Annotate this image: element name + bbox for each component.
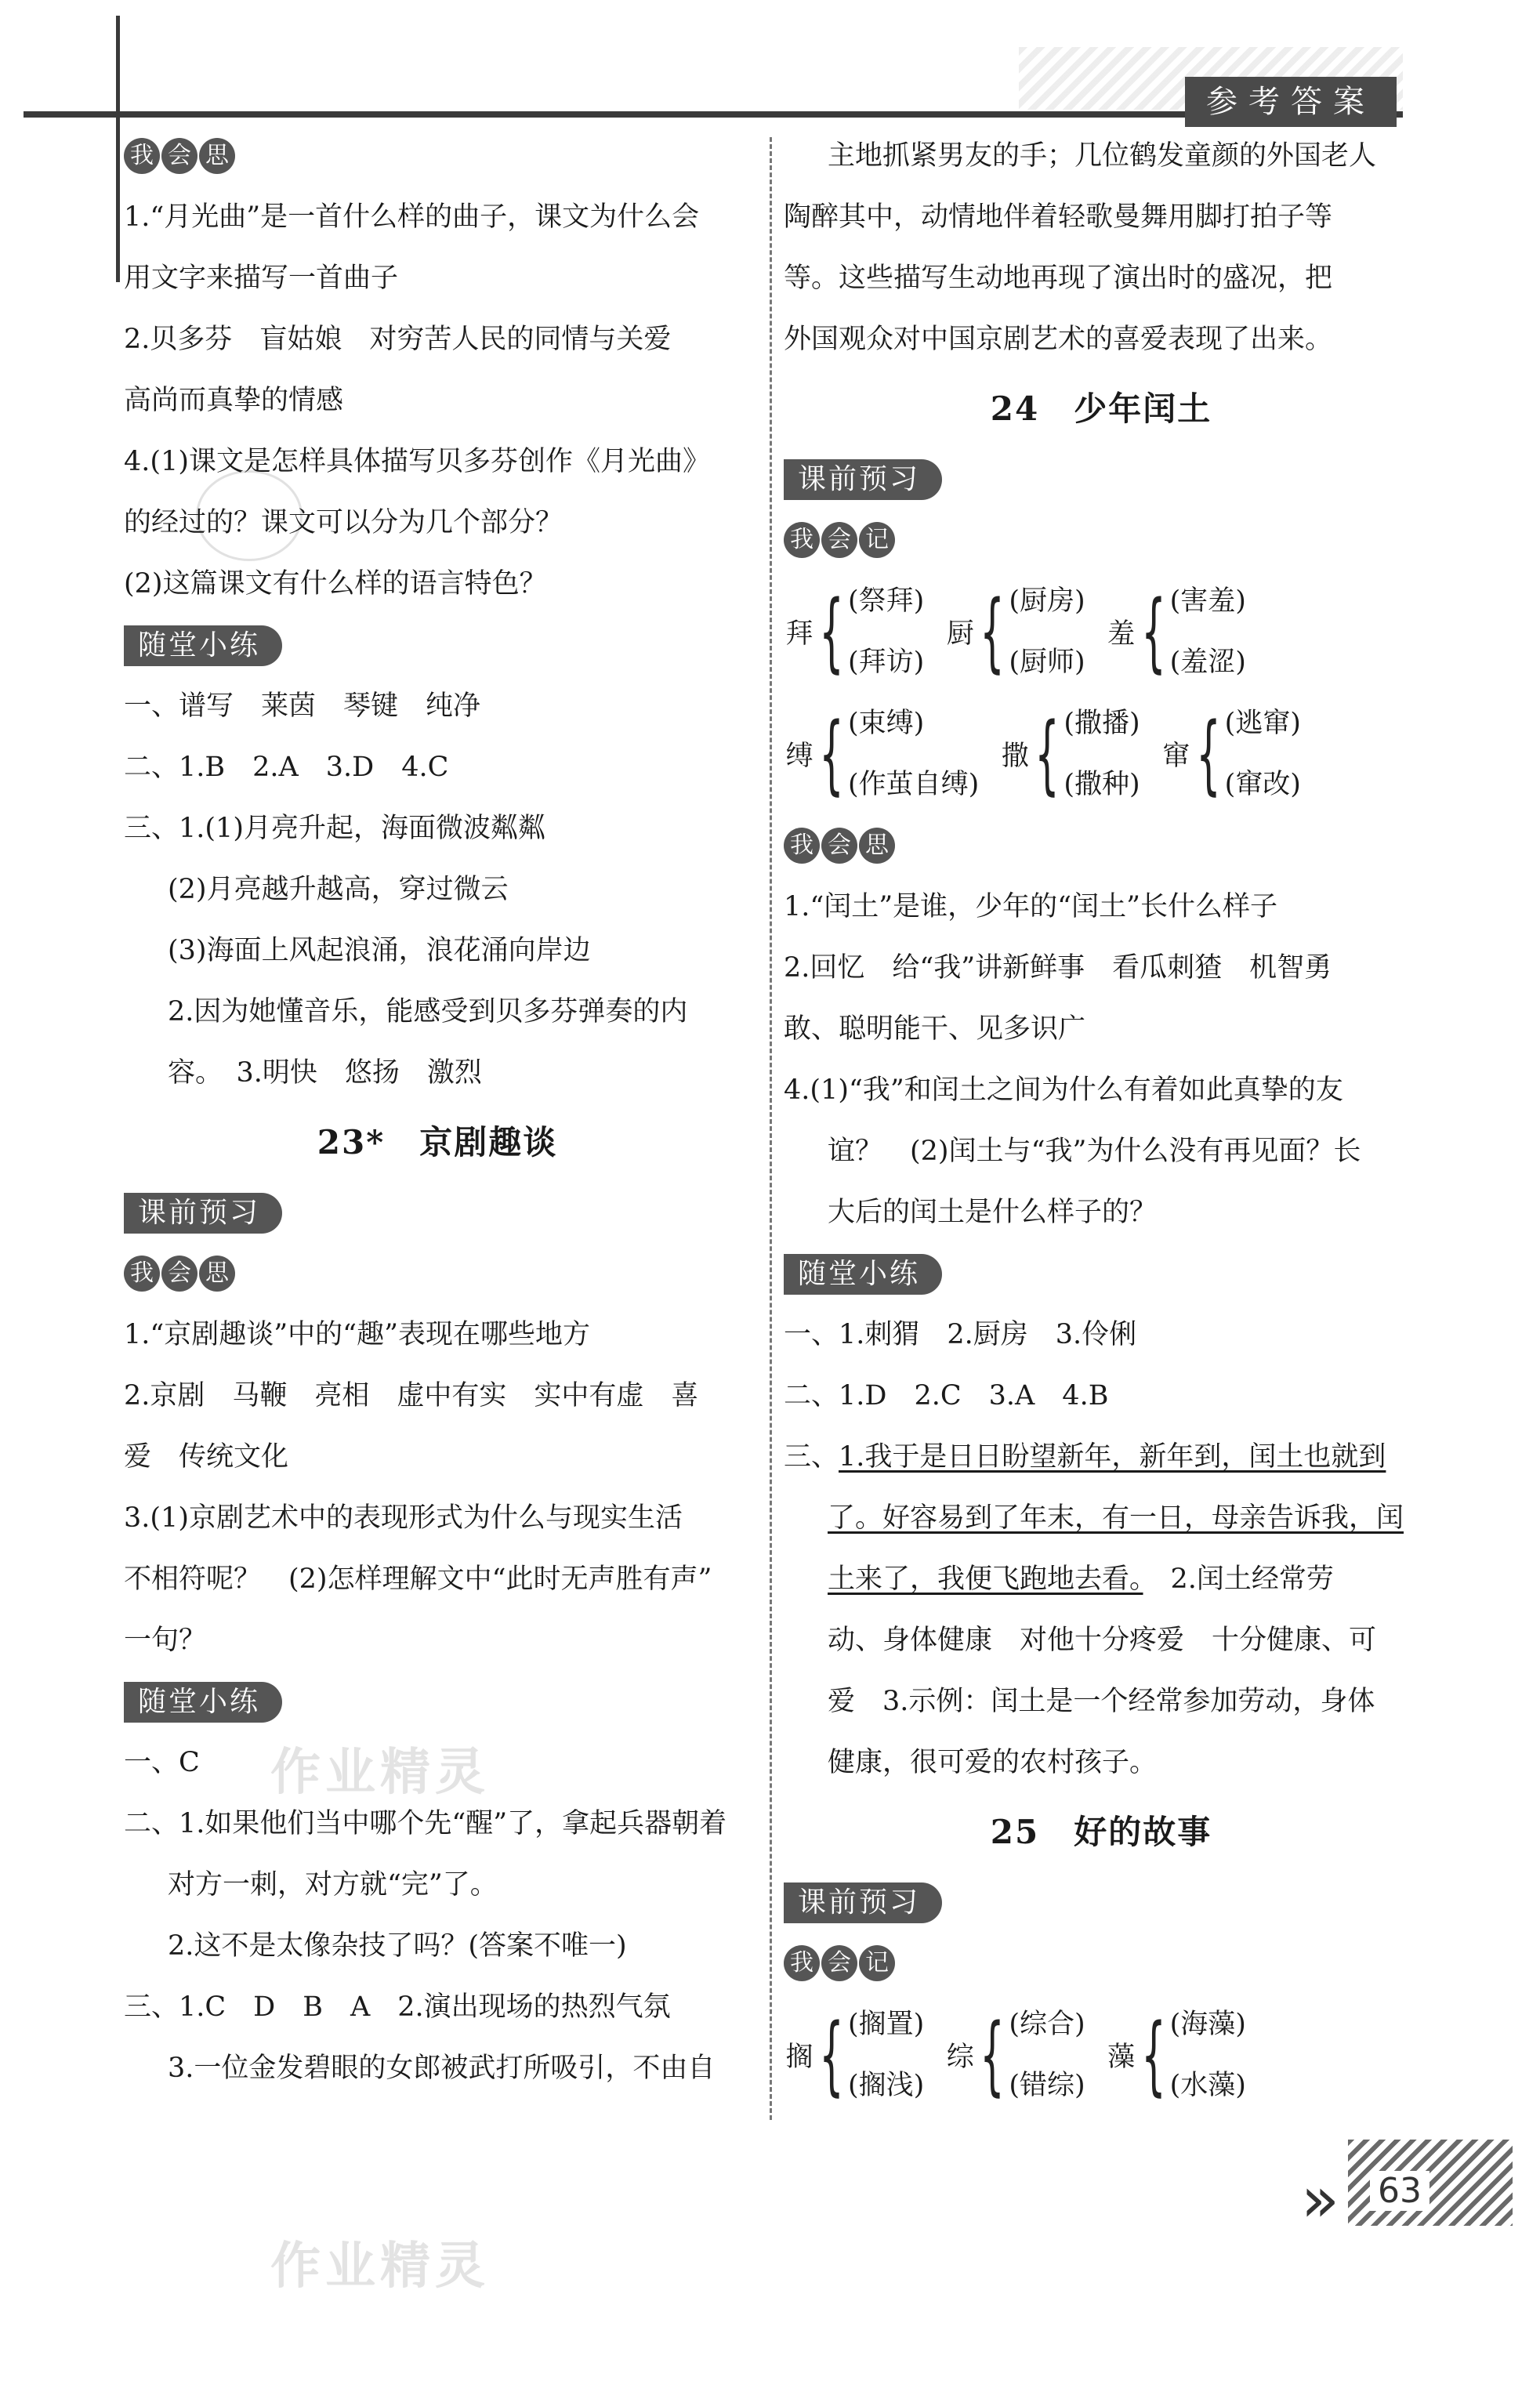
text-line: 2.京剧 马鞭 亮相 虚中有实 实中有虚 喜 [124, 1380, 699, 1411]
text-prefix: 三、 [784, 1441, 839, 1473]
group-word: (错综) [1009, 2070, 1085, 2101]
right-column [784, 125, 1419, 2116]
group-word: (作茧自缚) [848, 769, 980, 800]
section-badge-preview: 课前预习 [124, 1193, 282, 1234]
circle-badge [784, 509, 897, 558]
circle-char: 我 [784, 828, 820, 864]
header-tag: 参考答案 [1185, 77, 1397, 127]
watermark: 作业精灵 [270, 1744, 490, 1802]
circle-char: 我 [124, 1256, 160, 1292]
circle-char: 思 [859, 828, 895, 864]
left-brace-icon: { [1195, 704, 1221, 804]
circle-badge [124, 1243, 237, 1292]
circle-char: 记 [859, 1945, 895, 1981]
section-badge-practice: 随堂小练 [124, 625, 282, 666]
text-line: 二、1.B 2.A 3.D 4.C [124, 752, 449, 783]
circle-char: 会 [161, 138, 197, 174]
left-column [124, 125, 751, 2099]
column-divider [770, 137, 772, 2120]
underlined-answer: 1.我于是日日盼望新年，新年到，闰土也就到 [839, 1441, 1386, 1473]
group-word: (祭拜) [848, 585, 925, 617]
text-line: 2.回忆 给“我”讲新鲜事 看瓜刺猹 机智勇 [784, 952, 1332, 984]
lesson-title-24: 24 少年闰土 [990, 390, 1212, 428]
text-line: 二、1.如果他们当中哪个先“醒”了，拿起兵器朝着 [124, 1808, 727, 1839]
word-group-row [784, 693, 1419, 815]
group-word: (厨师) [1009, 647, 1085, 678]
lesson-title-25: 25 好的故事 [990, 1813, 1212, 1851]
text-line: 三、1.C D B A 2.演出现场的热烈气氛 [124, 1991, 671, 2023]
group-character: 厨 [946, 618, 974, 650]
text-line: 爱 3.示例：闰土是一个经常参加劳动，身体 [828, 1686, 1375, 1717]
group-character: 藻 [1107, 2042, 1136, 2073]
word-group [784, 1994, 924, 2116]
left-brace-icon: { [1140, 582, 1166, 682]
page-number: 63 [1370, 2171, 1429, 2211]
text-line: 爱 传统文化 [124, 1441, 289, 1473]
text-line [784, 1426, 1419, 1488]
text-line: 外国观众对中国京剧艺术的喜爱表现了出来。 [784, 324, 1333, 355]
lesson-title-23: 23* 京剧趣谈 [317, 1123, 558, 1161]
underlined-answer: 土来了，我便飞跑地去看。 [828, 1564, 1143, 1595]
header-vertical-rule [116, 16, 120, 282]
text-line: 一、谱写 莱茵 琴键 纯净 [124, 690, 481, 722]
underlined-answer: 了。好容易到了年末，有一日，母亲告诉我，闰 [828, 1502, 1404, 1534]
group-word: (搁置) [848, 2009, 925, 2040]
group-character: 缚 [785, 741, 813, 772]
text-line: (2)月亮越升越高，穿过微云 [168, 874, 509, 905]
text-line: 等。这些描写生动地再现了演出时的盛况，把 [784, 263, 1333, 294]
group-word: (羞涩) [1169, 647, 1246, 678]
text-line: 对方一刺，对方就“完”了。 [168, 1869, 498, 1901]
circle-badge [124, 125, 237, 174]
circle-char: 会 [821, 522, 857, 558]
text-line: 谊？ (2)闰土与“我”为什么没有再见面？长 [828, 1136, 1361, 1167]
left-brace-icon: { [1035, 704, 1060, 804]
text-line: 的经过的？课文可以分为几个部分？ [124, 507, 563, 538]
circle-char: 思 [199, 1256, 235, 1292]
text-line: 大后的闰土是什么样子的？ [828, 1197, 1158, 1228]
group-character: 搁 [785, 2042, 813, 2073]
text-line: 3.(1)京剧艺术中的表现形式为什么与现实生活 [124, 1502, 683, 1534]
group-character: 窜 [1162, 741, 1190, 772]
section-badge-preview: 课前预习 [784, 1882, 942, 1923]
watermark-bottom: 作业精灵 [270, 2238, 490, 2296]
group-word: (综合) [1009, 2009, 1085, 2040]
group-character: 综 [946, 2042, 974, 2073]
left-brace-icon: { [980, 582, 1006, 682]
text-line: 敢、聪明能干、见多识广 [784, 1013, 1086, 1045]
section-badge-practice: 随堂小练 [784, 1254, 942, 1295]
word-group-row [784, 1994, 1419, 2116]
word-group [999, 693, 1140, 815]
text-line: 一、C [124, 1747, 200, 1778]
text-line: 2.贝多芬 盲姑娘 对穷苦人民的同情与关爱 [124, 324, 672, 355]
circle-char: 思 [199, 138, 235, 174]
circle-badge [784, 815, 897, 864]
circle-char: 会 [821, 1945, 857, 1981]
text-line: (2)这篇课文有什么样的语言特色？ [124, 568, 547, 600]
text-line: 1.“闰土”是谁，少年的“闰土”长什么样子 [784, 891, 1277, 922]
text-line: 4.(1)课文是怎样具体描写贝多芬创作《月光曲》 [124, 446, 710, 477]
text-line: 一、1.刺猬 2.厨房 3.伶俐 [784, 1319, 1137, 1350]
word-group [1106, 571, 1246, 693]
left-brace-icon: { [980, 2005, 1006, 2105]
text-line: 4.(1)“我”和闰土之间为什么有着如此真挚的友 [784, 1074, 1343, 1106]
word-group [944, 1994, 1085, 2116]
section-badge-practice: 随堂小练 [124, 1682, 282, 1723]
section-badge-preview: 课前预习 [784, 459, 942, 500]
left-brace-icon: { [819, 704, 844, 804]
text-line: 三、1.(1)月亮升起，海面微波粼粼 [124, 813, 545, 844]
group-word: (撒播) [1064, 708, 1140, 739]
group-word: (海藻) [1169, 2009, 1246, 2040]
left-brace-icon: { [819, 582, 844, 682]
circle-char: 记 [859, 522, 895, 558]
text-suffix: 2.闰土经常劳 [1143, 1564, 1334, 1595]
group-word: (搁浅) [848, 2070, 925, 2101]
text-line: 健康，很可爱的农村孩子。 [828, 1747, 1158, 1778]
circle-char: 我 [124, 138, 160, 174]
circle-char: 会 [161, 1256, 197, 1292]
left-brace-icon: { [1140, 2005, 1166, 2105]
text-line: 不相符呢？ (2)怎样理解文中“此时无声胜有声” [124, 1564, 712, 1595]
group-word: (厨房) [1009, 585, 1085, 617]
word-group [944, 571, 1085, 693]
left-brace-icon: { [819, 2005, 844, 2105]
text-line: 高尚而真挚的情感 [124, 385, 344, 416]
word-group [784, 693, 979, 815]
text-line: 1.“月光曲”是一首什么样的曲子，课文为什么会 [124, 201, 700, 233]
word-group-row [784, 571, 1419, 693]
text-line: 主地抓紧男友的手；几位鹤发童颜的外国老人 [828, 140, 1377, 172]
word-group [1161, 693, 1301, 815]
circle-char: 我 [784, 1945, 820, 1981]
text-line: 动、身体健康 对他十分疼爱 十分健康、可 [828, 1625, 1377, 1656]
text-line: 二、1.D 2.C 3.A 4.B [784, 1380, 1109, 1411]
double-chevron-icon: » [1301, 2163, 1324, 2236]
text-line: 一句？ [124, 1625, 207, 1656]
text-line: 容。 3.明快 悠扬 激烈 [168, 1057, 482, 1089]
section-head-think [124, 125, 751, 187]
circle-char: 会 [821, 828, 857, 864]
group-word: (水藻) [1169, 2070, 1246, 2101]
text-line: 1.“京剧趣谈”中的“趣”表现在哪些地方 [124, 1319, 590, 1350]
group-character: 拜 [785, 618, 813, 650]
group-word: (害羞) [1169, 585, 1246, 617]
text-line: 用文字来描写一首曲子 [124, 263, 399, 294]
group-word: (逃窜) [1224, 708, 1301, 739]
group-word: (拜访) [848, 647, 925, 678]
text-line: (3)海面上风起浪涌，浪花涌向岸边 [168, 935, 591, 966]
text-line: 陶醉其中，动情地伴着轻歌曼舞用脚打拍子等 [784, 201, 1333, 233]
word-group [1106, 1994, 1246, 2116]
text-line [784, 1549, 1419, 1610]
text-line: 2.因为她懂音乐，能感受到贝多芬弹奏的内 [168, 996, 688, 1027]
group-word: (撒种) [1064, 769, 1140, 800]
circle-char: 我 [784, 522, 820, 558]
group-word: (束缚) [848, 708, 925, 739]
text-line: 2.这不是太像杂技了吗？(答案不唯一) [168, 1930, 627, 1962]
group-character: 撒 [1001, 741, 1029, 772]
text-line: 3.一位金发碧眼的女郎被武打所吸引，不由自 [168, 2053, 716, 2084]
text-line [784, 1488, 1419, 1549]
circle-badge [784, 1933, 897, 1981]
word-group [784, 571, 924, 693]
group-word: (窜改) [1224, 769, 1301, 800]
group-character: 羞 [1107, 618, 1136, 650]
